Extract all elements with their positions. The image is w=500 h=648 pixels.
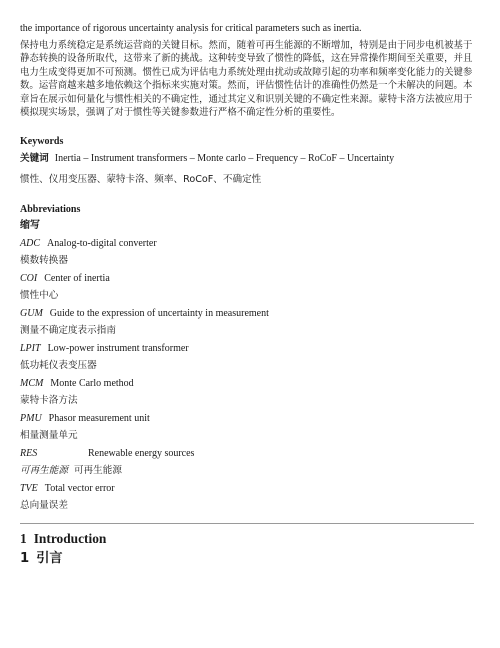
section-divider xyxy=(20,523,474,524)
abbreviation-code: LPIT xyxy=(20,343,41,355)
abbreviations-heading: Abbreviations xyxy=(20,204,81,216)
document-page xyxy=(20,20,480,567)
abbreviation-entry xyxy=(20,482,480,512)
keywords-list-zh: 惯性、仪用变压器、蒙特卡洛、频率、RoCoF、不确定性 xyxy=(20,174,262,186)
abbreviation-translation: 总向量误差 xyxy=(20,500,68,512)
abbreviation-translation: 模数转换器 xyxy=(20,255,68,267)
abbreviation-translation: 蒙特卡洛方法 xyxy=(20,395,78,407)
abbreviation-code: MCM xyxy=(20,378,44,390)
abbreviation-code: COI xyxy=(20,273,38,285)
abbreviation-entry xyxy=(20,447,480,477)
abbreviation-code: TVE xyxy=(20,483,38,495)
abbreviation-code: RES xyxy=(20,448,38,460)
keywords-list-en: Inertia – Instrument transformers – Monte carlo – Frequency – RoCoF – Uncertainty xyxy=(54,153,395,165)
abbreviations-heading-zh: 缩写 xyxy=(20,220,40,232)
section-heading-en xyxy=(20,530,480,547)
abbreviation-definition: Guide to the expression of uncertainty in measurement xyxy=(49,308,269,320)
section-heading-zh xyxy=(20,550,480,567)
abbreviation-translation: 可再生能源 xyxy=(73,465,122,477)
abbreviation-translation: 测量不确定度表示指南 xyxy=(20,325,116,337)
abbreviation-translation: 惯性中心 xyxy=(20,290,59,302)
abbreviation-entry xyxy=(20,307,480,337)
section-number: 1 xyxy=(20,531,27,547)
abbreviation-definition: Total vector error xyxy=(44,483,115,495)
keywords-heading: Keywords xyxy=(20,136,64,148)
abbreviation-definition: Monte Carlo method xyxy=(50,378,134,390)
abbreviation-entry xyxy=(20,412,480,442)
abbreviation-entry xyxy=(20,272,480,302)
intro-english-tail: the importance of rigorous uncertainty analysis for critical parameters such as inertia. xyxy=(20,23,362,34)
abbreviation-translation: 相量测量单元 xyxy=(20,430,78,442)
abbreviation-translation: 低功耗仪表变压器 xyxy=(20,360,97,372)
abbreviation-entry xyxy=(20,342,480,372)
abbreviation-entry xyxy=(20,377,480,407)
abbreviation-code-zh: 可再生能源 xyxy=(20,465,68,477)
intro-chinese-paragraph: 保持电力系统稳定是系统运营商的关键目标。然而，随着可再生能源的不断增加，特别是由于同步电机被基于静态转换的设备所取代，这带来了新的挑战。这种转变导致了惯性的降低，这在异常操作期间至关重要，并且电力生成变得更加不可预测。惯性已成为评估电力系统处理由扰动或故障引起的功率和频率变化能力的关键参数。运营商越来越多地依赖这个指标来实施对策。然而，评估惯性估计的准确性仍然是一个未解决的问题。本章旨在展示如何量化与惯性相关的不确定性，通过其定义和识别关键的不确定性来源。蒙特卡洛方法被应用于模拟现实场景，强调了对于惯性等关键参数进行严格不确定性分析的重要性。 xyxy=(20,40,473,119)
abbreviation-definition: Renewable energy sources xyxy=(88,448,195,460)
abbreviation-definition: Low-power instrument transformer xyxy=(47,343,189,355)
abbreviation-code: PMU xyxy=(20,413,42,425)
abbreviation-entry xyxy=(20,237,480,267)
keywords-label-zh: 关键词 xyxy=(20,153,49,165)
abbreviation-definition: Center of inertia xyxy=(44,273,110,285)
section-number-zh: 1 xyxy=(20,551,30,567)
abbreviation-definition: Analog-to-digital converter xyxy=(47,238,157,250)
section-title-zh: 引言 xyxy=(36,551,63,567)
abbreviation-code: GUM xyxy=(20,308,43,320)
section-title-en: Introduction xyxy=(33,531,107,547)
abbreviation-definition: Phasor measurement unit xyxy=(48,413,150,425)
abbreviation-code: ADC xyxy=(20,238,40,250)
keywords-row xyxy=(20,152,480,165)
